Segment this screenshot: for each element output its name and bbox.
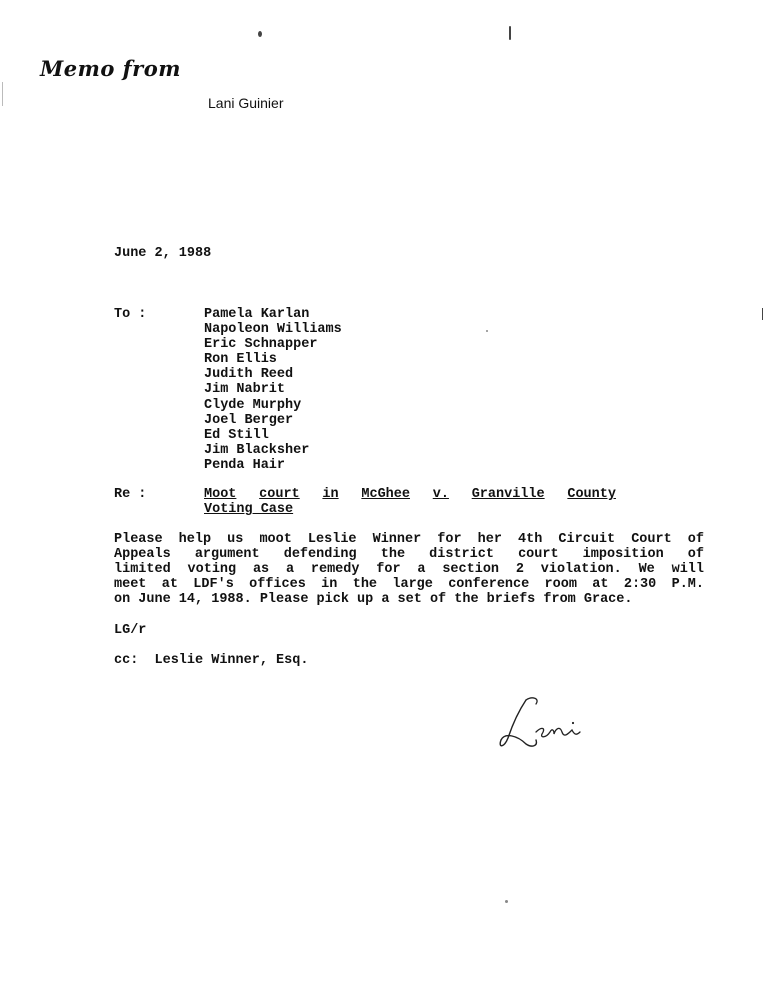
subject-word: Moot (204, 487, 237, 502)
author-name: Lani Guinier (208, 95, 284, 111)
to-label: To : (114, 307, 147, 322)
recipient: Jim Nabrit (204, 382, 286, 398)
body-line: Appeals argument defending the district court imposition of (114, 547, 704, 563)
recipient: Jim Blacksher (204, 442, 310, 458)
scan-speck (2, 82, 3, 106)
subject-word: Granville (471, 487, 545, 502)
re-label: Re : (114, 487, 147, 502)
body-line: on June 14, 1988. Please pick up a set of the briefs from Grace. (114, 592, 633, 608)
scan-speck (509, 26, 511, 40)
cc-line: cc: Leslie Winner, Esq. (114, 653, 309, 668)
subject-word: in (322, 487, 339, 502)
subject-word: County (567, 487, 616, 502)
recipient: Clyde Murphy (204, 397, 302, 413)
scan-speck (762, 308, 763, 320)
subject-word: v. (432, 487, 449, 502)
recipient: Pamela Karlan (204, 307, 310, 322)
memo-body (114, 532, 704, 607)
memo-date: June 2, 1988 (114, 246, 212, 261)
recipient: Joel Berger (204, 412, 294, 428)
recipient: Ron Ellis (204, 352, 277, 368)
scan-speck (505, 900, 508, 903)
body-line: Please help us moot Leslie Winner for her 4th Circuit Court of (114, 532, 704, 547)
subject-line-1 (204, 487, 616, 502)
typist-initials: LG/r (114, 623, 147, 638)
body-line: limited voting as a remedy for a section 2 violation. We will (114, 562, 704, 578)
recipient: Judith Reed (204, 367, 294, 383)
body-line: meet at LDF's offices in the large conference room at 2:30 P.M. (114, 577, 704, 593)
recipient-list (204, 307, 342, 473)
memo-from-heading: Memo from (40, 56, 181, 81)
subject-word: McGhee (361, 487, 410, 502)
scan-speck (258, 31, 262, 37)
subject (204, 487, 616, 517)
recipient: Ed Still (204, 427, 269, 443)
recipient: Penda Hair (204, 457, 286, 473)
subject-word: court (259, 487, 300, 502)
subject-line-2: Voting Case (204, 502, 294, 518)
handwritten-signature (496, 690, 588, 758)
recipient: Eric Schnapper (204, 337, 318, 353)
recipient: Napoleon Williams (204, 322, 342, 338)
scan-speck (486, 330, 488, 332)
